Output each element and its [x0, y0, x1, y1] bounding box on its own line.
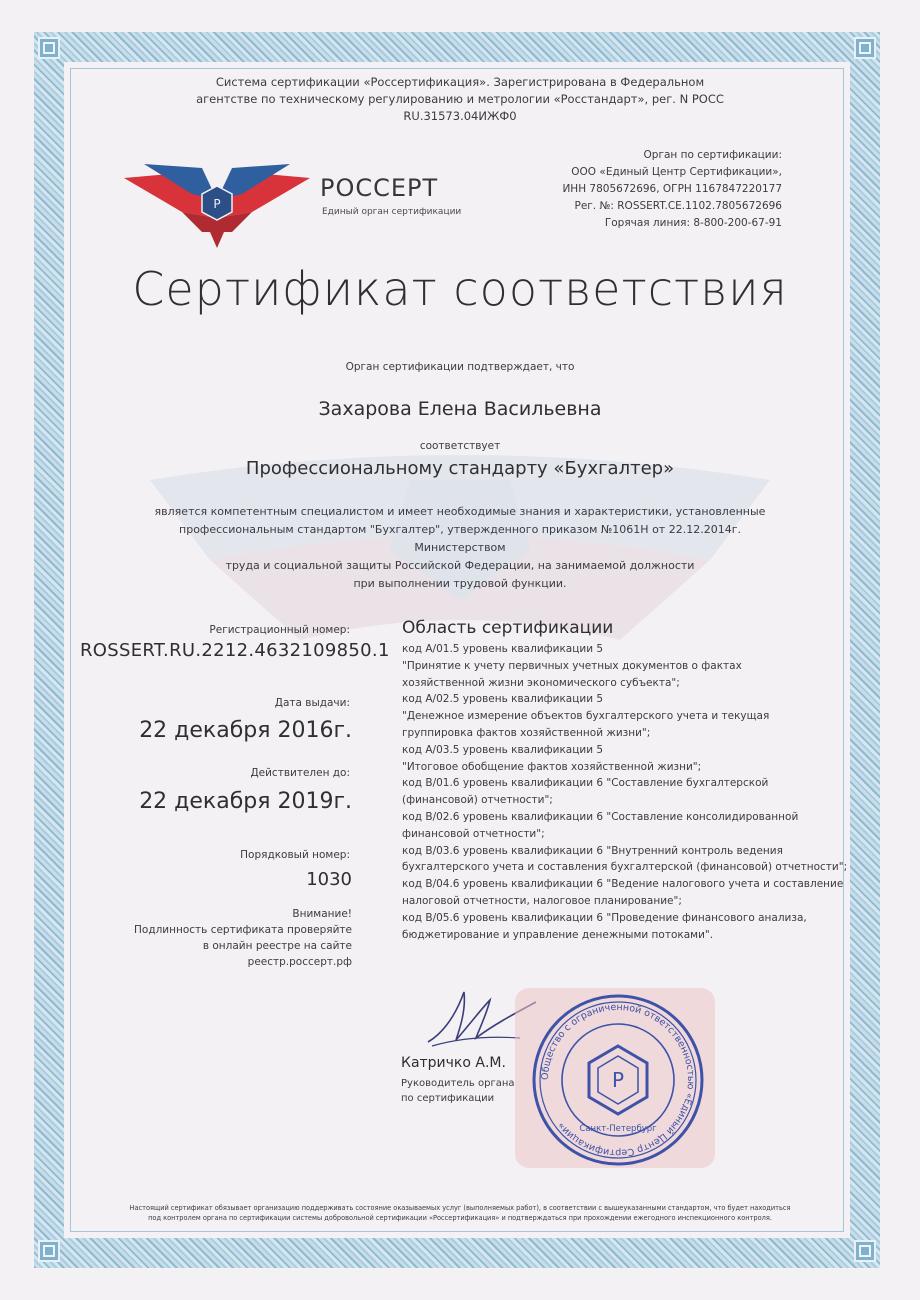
- description-line: профессиональным стандартом "Бухгалтер", утвержденного приказом №1061Н от 22.12.2014г. Министерством: [179, 523, 741, 554]
- scope-line: код В/05.6 уровень квалификации 6 "Проведение финансового анализа,: [402, 911, 807, 924]
- competence-description: [140, 503, 780, 593]
- footer-line: под контролем органа по сертификации системы добровольной сертификации «Россертификация» и подтверждаться при прохождении ежегодного инспекционного контроля.: [148, 1214, 772, 1222]
- serial-number-label: Порядковый номер:: [240, 849, 350, 861]
- matches-text: соответствует: [419, 440, 501, 452]
- scope-line: код А/03.5 уровень квалификации 5: [402, 743, 604, 756]
- description-line: при выполнении трудовой функции.: [353, 577, 567, 590]
- scope-line: финансовой отчетности";: [402, 827, 545, 840]
- issuer-line: ИНН 7805672696, ОГРН 1167847220177: [562, 183, 782, 195]
- scope-line: код В/02.6 уровень квалификации 6 "Составление консолидированной: [402, 810, 799, 823]
- valid-until-label: Действителен до:: [250, 767, 350, 779]
- certified-person: Захарова Елена Васильевна: [318, 398, 602, 420]
- issuer-line: Горячая линия: 8-800-200-67-91: [604, 217, 782, 229]
- serial-number: 1030: [306, 869, 352, 890]
- issuer-info: [560, 147, 782, 232]
- verification-notice: [130, 906, 352, 970]
- issue-date-label: Дата выдачи:: [274, 697, 350, 709]
- scope-line: "Итоговое обобщение фактов хозяйственной жизни";: [402, 760, 702, 773]
- system-header-line: Система сертификации «Россертификация». Зарегистрирована в Федеральном: [215, 75, 705, 89]
- confirm-text: Орган сертификации подтверждает, что: [345, 361, 575, 373]
- seal-outer-text: Общество с ограниченной ответственностью «Единый Центр Сертификации»: [539, 1001, 697, 1159]
- signer-role-line: по сертификации: [401, 1093, 495, 1104]
- notice-line: Внимание!: [292, 908, 352, 920]
- system-header: [150, 74, 770, 125]
- scope-line: код А/02.5 уровень квалификации 5: [402, 693, 604, 706]
- scope-line: (финансовой) отчетности";: [402, 794, 553, 807]
- registration-label: Регистрационный номер:: [209, 624, 350, 636]
- brand-subtitle: Единый орган сертификации: [322, 207, 462, 217]
- seal-inner-text: Санкт-Петербург: [579, 1124, 657, 1134]
- registration-number: ROSSERT.RU.2212.4632109850.1: [80, 640, 390, 661]
- scope-line: группировка фактов хозяйственной жизни";: [402, 726, 651, 739]
- scope-line: "Принятие к учету первичных учетных документов о фактах: [402, 659, 742, 672]
- scope-line: код В/04.6 уровень квалификации 6 "Ведение налогового учета и составление: [402, 878, 844, 891]
- scope-line: налоговой отчетности, налоговое планирование";: [402, 894, 682, 907]
- corner-ornament-bottom-left: [38, 1240, 60, 1262]
- signer-name: Катричко А.М.: [401, 1055, 506, 1071]
- footer-disclaimer: [120, 1203, 800, 1223]
- notice-line: Подлинность сертификата проверяйте: [134, 924, 352, 936]
- professional-standard: Профессиональному стандарту «Бухгалтер»: [245, 458, 675, 479]
- issuer-line: Орган по сертификации:: [643, 149, 782, 161]
- notice-line: в онлайн реестре на сайте: [202, 940, 352, 952]
- scope-line: бюджетирование и управление денежными потоками".: [402, 928, 714, 941]
- scope-title: Область сертификации: [402, 618, 614, 638]
- signer-role: [401, 1076, 521, 1106]
- scope-list: [402, 641, 848, 943]
- corner-ornament-top-right: [854, 37, 876, 59]
- footer-line: Настоящий сертификат обязывает организацию поддерживать состояние оказываемых услуг (выполняемых работ), в соответствии с вышеуказанными стандартом, что будет находиться: [129, 1204, 791, 1212]
- corner-ornament-top-left: [38, 37, 60, 59]
- scope-line: код В/03.6 уровень квалификации 6 "Внутренний контроль ведения: [402, 844, 783, 857]
- issuer-line: ООО «Единый Центр Сертификации»,: [571, 166, 782, 178]
- issue-date: 22 декабря 2016г.: [139, 718, 352, 743]
- brand-name: РОССЕРТ: [320, 174, 439, 202]
- notice-line: реестр.россерт.рф: [247, 956, 352, 968]
- certificate-title: Сертификат соответствия: [132, 262, 788, 316]
- signer-role-line: Руководитель органа: [401, 1078, 515, 1089]
- svg-text:P: P: [213, 197, 221, 211]
- description-line: является компетентным специалистом и имеет необходимые знания и характеристики, установленные: [154, 505, 766, 518]
- scope-line: бухгалтерского учета и составления бухгалтерской (финансовой) отчетности";: [402, 861, 848, 874]
- valid-until-date: 22 декабря 2019г.: [139, 789, 352, 814]
- scope-line: код В/01.6 уровень квалификации 6 "Составление бухгалтерской: [402, 777, 769, 790]
- corner-ornament-bottom-right: [854, 1240, 876, 1262]
- issuer-line: Рег. №: ROSSERT.CE.1102.7805672696: [574, 200, 782, 212]
- description-line: труда и социальной защиты Российской Федерации, на занимаемой должности: [225, 559, 695, 572]
- scope-line: хозяйственной жизни экономического субъекта";: [402, 676, 680, 689]
- svg-text:P: P: [611, 1068, 625, 1092]
- scope-line: "Денежное измерение объектов бухгалтерского учета и текущая: [402, 710, 770, 723]
- system-header-line: агентстве по техническому регулированию и метрологии «Росстандарт», рег. N РОСС RU.31573.04ИЖФ0: [196, 92, 724, 123]
- rossert-logo: [122, 160, 312, 250]
- scope-line: код А/01.5 уровень квалификации 5: [402, 643, 604, 655]
- official-seal: [528, 990, 708, 1170]
